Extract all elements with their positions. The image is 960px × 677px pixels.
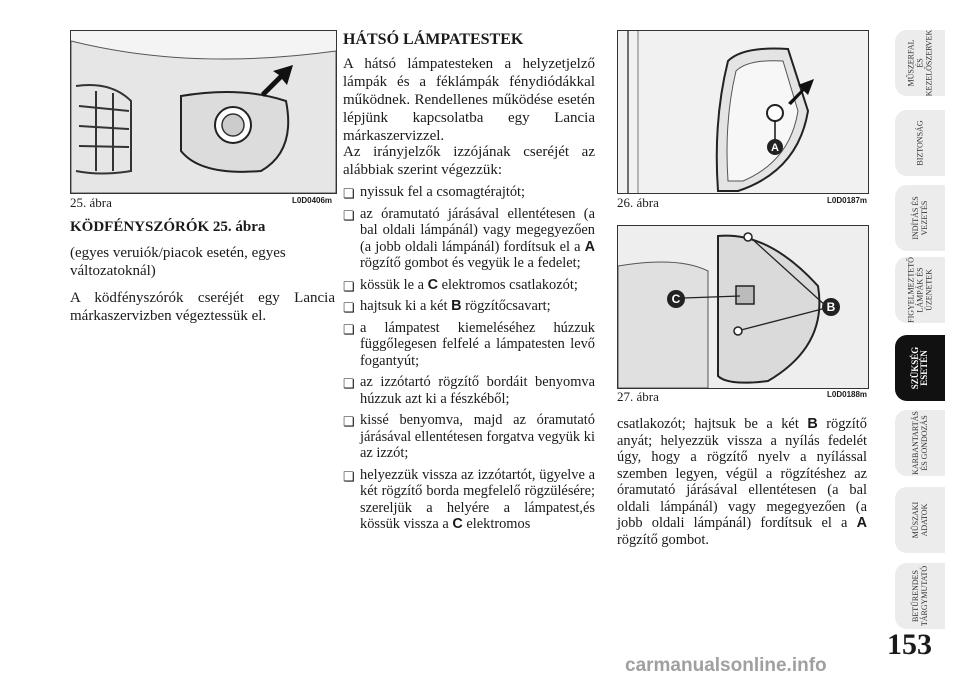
figure-27-lamp-connector: [617, 225, 869, 389]
instruction-step: ❏ kössük le a C elektromos csatlakozót;: [343, 276, 578, 294]
figure-caption: 27. ábra: [617, 389, 659, 404]
fog-light-illustration: [71, 31, 336, 193]
instruction-step: ❏ helyezzük vissza az izzótartót, ügyelve a két rögzítő borda megfelelő rögzülésére; szereljük a helyére a lámpatest,és kössük vissza a C elektromos: [343, 466, 595, 532]
figure-caption: 26. ábra: [617, 195, 659, 210]
reference-letter: C: [427, 276, 438, 293]
checkbox-bullet-icon: ❏: [343, 321, 355, 337]
instruction-step: ❏ a lámpatest kiemeléséhez húzzuk függőlegesen felfelé a lámpatesten levő fogantyút;: [343, 319, 595, 369]
watermark: carmanualsonline.info: [625, 655, 827, 676]
marker-a-label: A: [771, 142, 779, 154]
instruction-step: ❏ az izzótartó rögzítő bordáit benyomva húzzuk azt ki a fészkéből;: [343, 374, 595, 407]
instruction-step: ❏ hajtsuk ki a két B rögzítőcsavart;: [343, 298, 551, 315]
chapter-tab-label: BIZTONSÁG: [915, 120, 925, 166]
chapter-tab[interactable]: [895, 257, 945, 323]
lamp-connector-illustration: [618, 226, 868, 388]
fog-lights-body: A ködfényszórók cseréjét egy Lancia márkaszervizben végeztessük el.: [70, 290, 335, 324]
reference-letter: A: [856, 515, 867, 531]
chapter-tab[interactable]: [895, 335, 945, 401]
instruction-steps: [343, 184, 595, 538]
section-title-rear-lights: HÁTSÓ LÁMPATESTEK: [343, 31, 524, 48]
checkbox-bullet-icon: ❏: [343, 300, 355, 315]
figure-26-lamp-cover: [617, 30, 869, 194]
checkbox-bullet-icon: ❏: [343, 468, 355, 484]
reference-letter: B: [807, 416, 818, 432]
instruction-step: ❏ az óramutató járásával ellentétesen (a bal oldali lámpánál) vagy megegyezően (a jobb oldali lámpánál) fordítsuk el a A rögzítő gombot és vegyük le a fedelet;: [343, 205, 595, 271]
chapter-tab-label: KARBANTARTÁS ÉS GONDOZÁS: [911, 411, 929, 475]
rear-lights-intro: A hátsó lámpatesteken a helyzetjelző lámpák és a féklámpák fénydiódákkal működnek. Rendellenes működése esetén lépjünk kapcsolatba egy Lancia márkaszervizzel.: [343, 56, 595, 144]
chapter-tab-label: BETŰRENDES TÁRGYMUTATÓ: [911, 565, 929, 627]
rear-lights-instructions-lead: Az irányjelzők izzójának cseréjét az alábbiak szerint végezzük:: [343, 144, 595, 178]
chapter-tab-label: MŰSZERFAL ÉS KEZELŐSZERVEK: [906, 29, 934, 97]
fog-lights-subtitle: (egyes veruiók/piacok esetén, egyes változatoknál): [70, 245, 286, 279]
figure-25-fog-light: [70, 30, 337, 194]
figure-code: L0D0187m: [827, 196, 868, 205]
chapter-tab[interactable]: [895, 185, 945, 251]
figure-caption: 25. ábra: [70, 195, 112, 210]
lamp-cover-illustration: [618, 31, 868, 193]
instruction-step: ❏ nyissuk fel a csomagtérajtót;: [343, 184, 526, 201]
checkbox-bullet-icon: ❏: [343, 376, 355, 391]
checkbox-bullet-icon: ❏: [343, 207, 355, 223]
checkbox-bullet-icon: ❏: [343, 278, 355, 294]
chapter-tab[interactable]: [895, 30, 945, 96]
reference-letter: B: [451, 298, 462, 314]
marker-b-label: B: [826, 300, 836, 314]
chapter-tab-label: MŰSZAKI ADATOK: [911, 501, 929, 539]
marker-c-label: C: [671, 292, 681, 306]
figure-code: L0D0188m: [827, 390, 868, 399]
chapter-tab[interactable]: [895, 487, 945, 553]
rear-lights-continuation: csatlakozót; hajtsuk be a két B rögzítő anyát; helyezzük vissza a nyílás fedelét úgy, hogy a rögzítő nyelv a nyílással szemben legyen, végül a rögzítéshez az óramutató járásával ellentétesen (a bal oldali lámpánál) vagy megegyezően (a jobb oldali lámpánál) fordítsuk el a A rögzítő gombot.: [617, 416, 867, 548]
checkbox-bullet-icon: ❏: [343, 186, 355, 201]
section-title-fog-lights: KÖDFÉNYSZÓRÓK 25. ábra: [70, 219, 266, 235]
reference-letter: A: [584, 238, 595, 255]
checkbox-bullet-icon: ❏: [343, 414, 355, 429]
chapter-tab[interactable]: [895, 410, 945, 476]
chapter-tab[interactable]: [895, 110, 945, 176]
chapter-tab[interactable]: [895, 563, 945, 629]
figure-code: L0D0406m: [292, 196, 333, 205]
chapter-tab-label: FIGYELMEZTETŐ LÁMPÁK ÉS ÜZENETEK: [906, 257, 934, 323]
page-number: 153: [887, 628, 932, 661]
reference-letter: C: [452, 516, 463, 532]
instruction-step: ❏ kissé benyomva, majd az óramutató járásával ellentétesen forgatva vegyük ki az izzót;: [343, 412, 595, 461]
chapter-tab-label: SZÜKSÉG ESETÉN: [910, 346, 929, 390]
chapter-tab-label: INDÍTÁS ÉS VEZETÉS: [911, 196, 929, 240]
